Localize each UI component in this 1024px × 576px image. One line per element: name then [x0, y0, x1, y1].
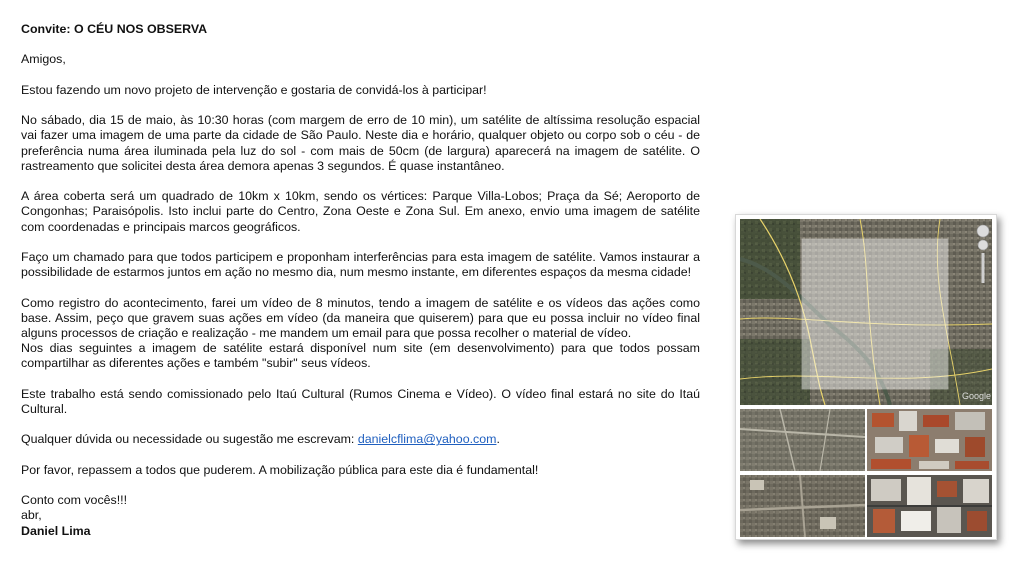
- map-watermark: Google: [962, 391, 992, 401]
- satellite-detail-3: [740, 475, 865, 537]
- paragraph-commission: Este trabalho está sendo comissionado pelo Itaú Cultural (Rumos Cinema e Vídeo). O vídeo final estará no site do Itaú Cultural.: [21, 386, 700, 416]
- paragraph-video: Como registro do acontecimento, farei um vídeo de 8 minutos, tendo a imagem de satélite e os vídeos das ações como base. Assim, peço que gravem suas ações em vídeo (da maneira que quiserem) para que eu possa incluir no vídeo final alguns processos de criação e realização - me mandem um email para que possa recolher o material de vídeo.: [21, 295, 700, 340]
- signature: Daniel Lima: [21, 523, 91, 538]
- email-subject: Convite: O CÉU NOS OBSERVA: [21, 22, 208, 36]
- paragraph-intro: Estou fazendo um novo projeto de intervenção e gostaria de convidá-los à participar!: [21, 82, 487, 97]
- closing-line: Conto com vocês!!!: [21, 493, 128, 508]
- paragraph-satellite: No sábado, dia 15 de maio, às 10:30 horas (com margem de erro de 10 min), um satélite de altíssima resolução espacial vai fazer uma imagem de uma parte da cidade de São Paulo. Neste dia e horário, qualquer objeto ou corpo sob o céu - de preferência numa área iluminada pela luz do sol - com mais de 50cm (de largura) aparecerá na imagem de satélite. O rastreamento que solicitei desta área demora apenas 3 segundos. É quase instantâneo.: [21, 113, 700, 173]
- paragraph-site: Nos dias seguintes a imagem de satélite estará disponível num site (em desenvolvimento) para que todos possam compartilhar as diferentes ações e também "subir" seus vídeos.: [21, 341, 700, 371]
- paragraph-share: Por favor, repassem a todos que puderem. A mobilização pública para este dia é fundamental!: [21, 462, 539, 477]
- email-link[interactable]: danielcflima@yahoo.com: [357, 432, 497, 447]
- paragraph-call: Faço um chamado para que todos participem e proponham interferências para esta imagem de satélite. Vamos instaurar a possibilidade de estarmos juntos em ação no mesmo dia, num mesmo instante, em diferentes espaços da mesma cidade!: [21, 249, 700, 280]
- greeting: Amigos,: [21, 52, 66, 67]
- email-body: [21, 22, 700, 539]
- paragraph-contact: [21, 432, 700, 447]
- paragraph-area: A área coberta será um quadrado de 10km x 10km, sendo os vértices: Parque Villa-Lobos; Praça da Sé; Aeroporto de Congonhas; Paraisópolis. Isto inclui parte do Centro, Zona Oeste e Zona Sul. Em anexo, envio uma imagem de satélite com coordenadas e principais marcos geográficos.: [21, 189, 700, 234]
- satellite-detail-4: [867, 475, 992, 537]
- satellite-image-collage: [735, 214, 997, 540]
- satellite-detail-2: [867, 409, 992, 471]
- satellite-map: [740, 219, 992, 405]
- contact-text: Qualquer dúvida ou necessidade ou sugestão me escrevam:: [21, 432, 358, 447]
- signoff-line: abr,: [21, 508, 42, 523]
- satellite-detail-1: [740, 409, 865, 471]
- contact-period: .: [496, 432, 500, 447]
